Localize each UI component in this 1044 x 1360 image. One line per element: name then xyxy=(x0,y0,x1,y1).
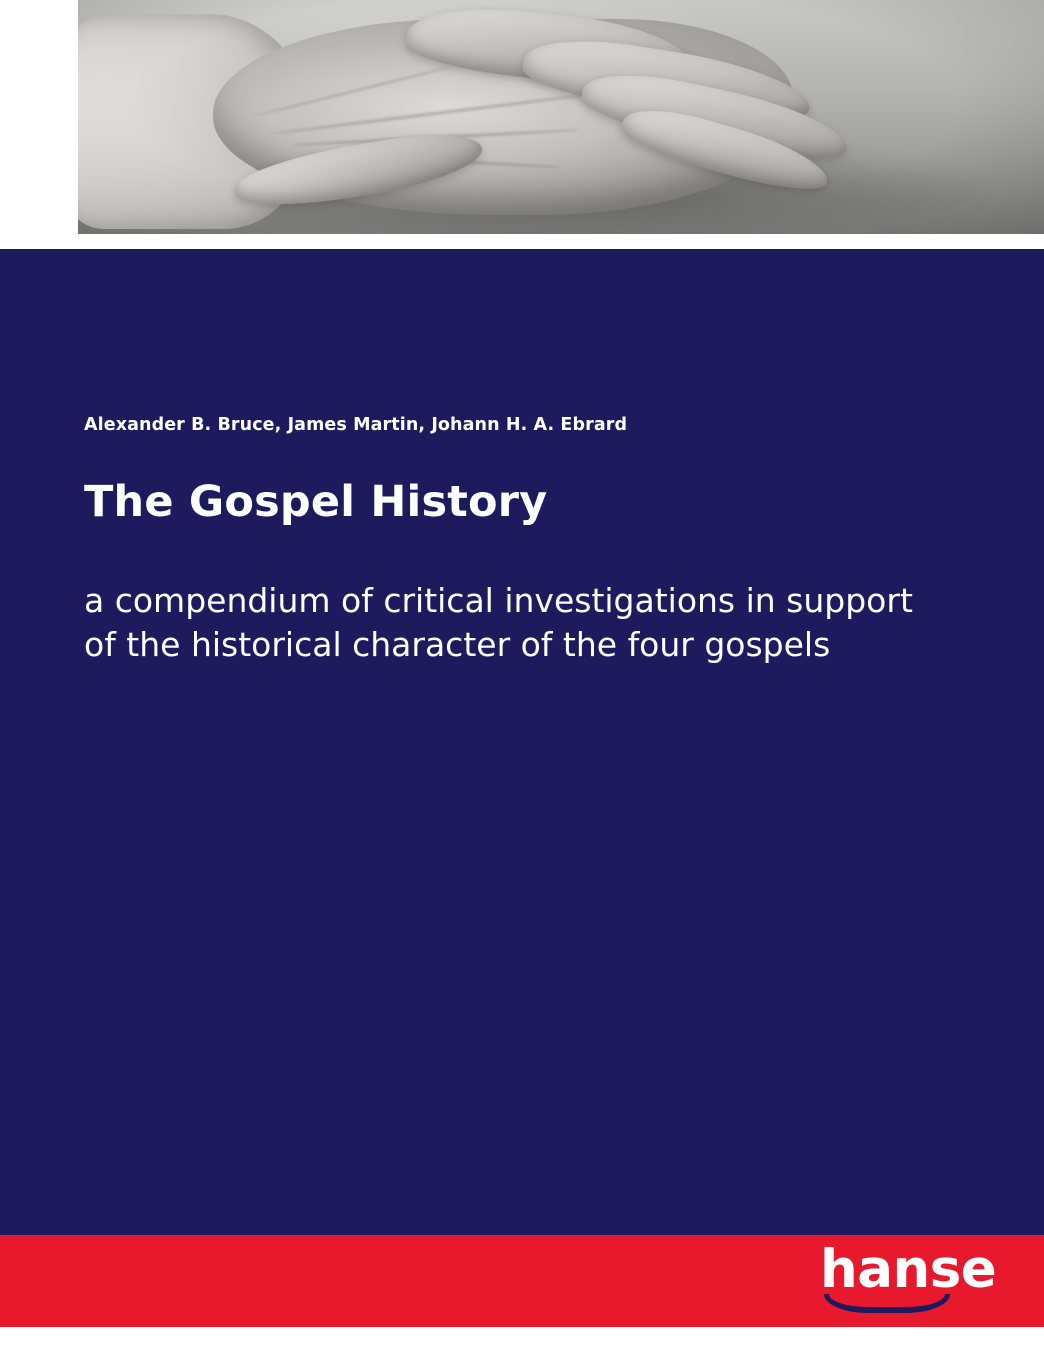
cover-bottom-margin xyxy=(0,1327,1044,1360)
book-title: The Gospel History xyxy=(84,477,548,527)
photo-vignette xyxy=(78,0,1044,234)
publisher-logo-text: hanse xyxy=(820,1239,997,1300)
cover-photo-band xyxy=(0,0,1044,242)
cover-main-panel xyxy=(0,249,1044,1235)
cover-photo-open-hand-icon xyxy=(78,0,1044,234)
publisher-logo xyxy=(820,1239,1000,1317)
author-line: Alexander B. Bruce, James Martin, Johann H. A. Ebrard xyxy=(84,415,628,435)
publisher-logo-swoosh-icon xyxy=(824,1294,950,1313)
book-subtitle: a compendium of critical investigations in support of the historical character of the four gospels xyxy=(84,581,913,664)
